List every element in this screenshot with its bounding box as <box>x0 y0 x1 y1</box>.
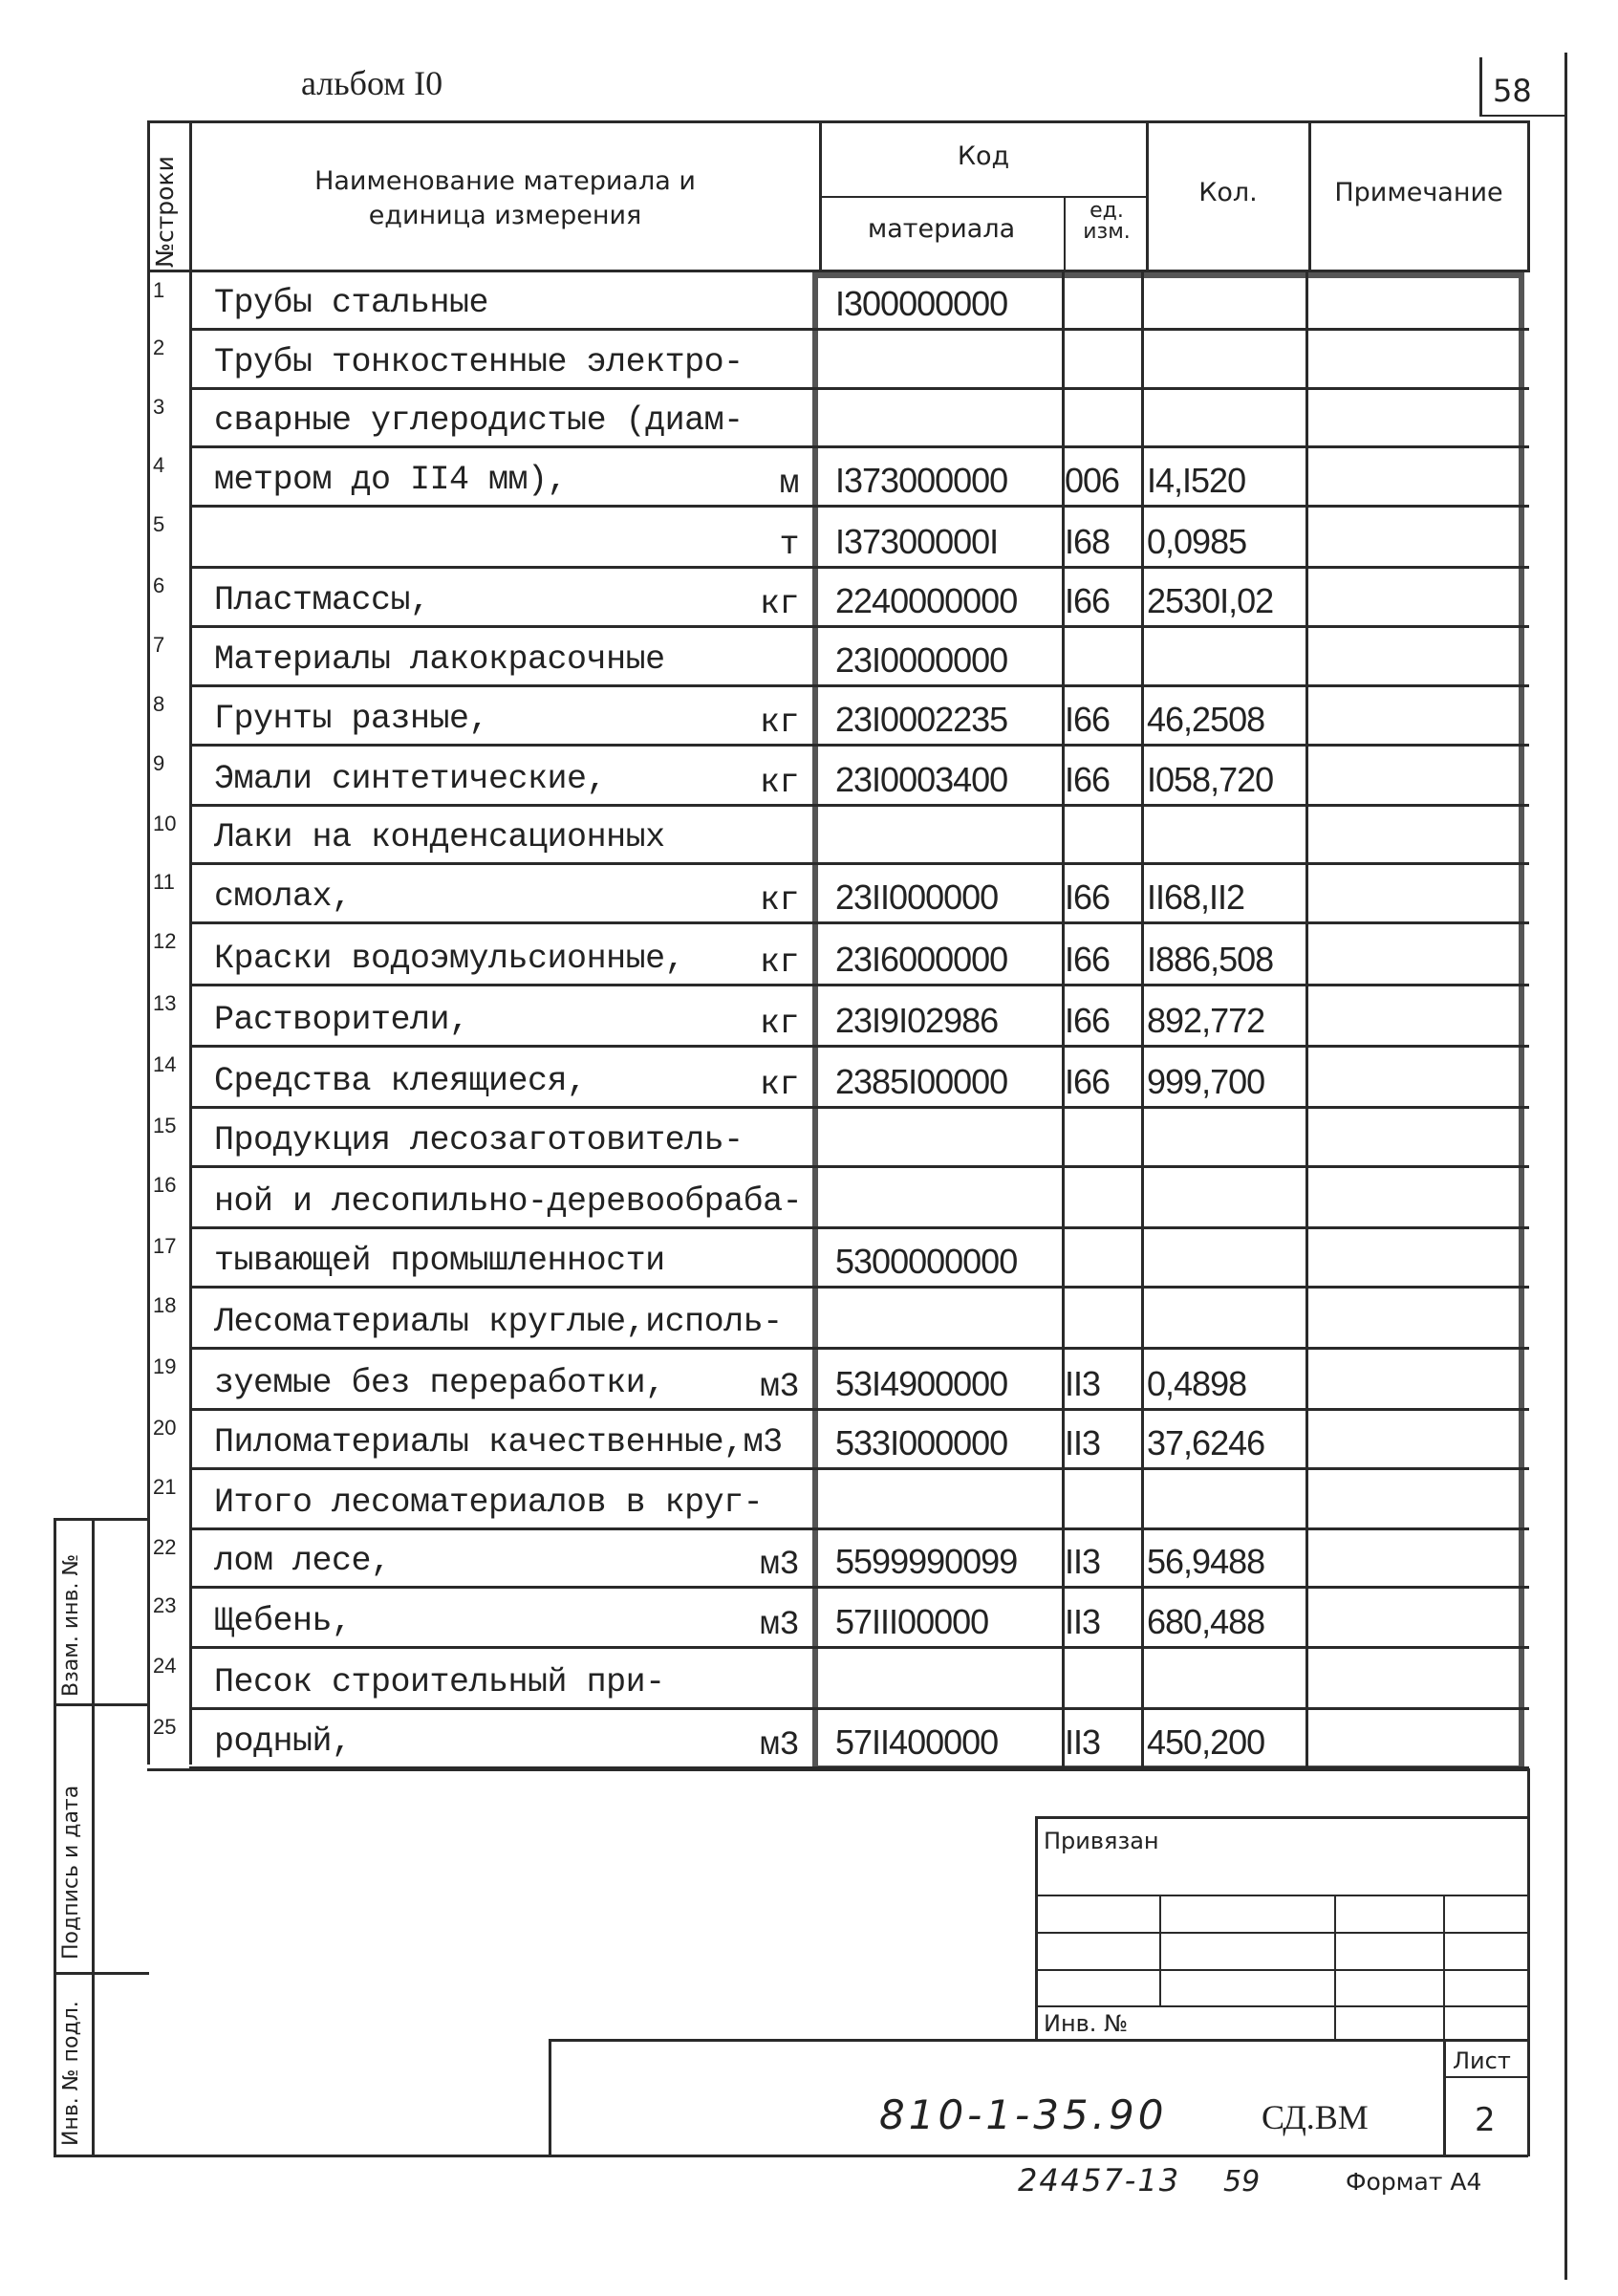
material-code: 2385I00000 <box>835 1062 1008 1101</box>
material-name: ной и лесопильно-деревообраба- <box>214 1182 803 1221</box>
material-code: 57II400000 <box>835 1722 999 1762</box>
footer-order: 24457-13 <box>1018 2162 1181 2199</box>
row-number: 22 <box>153 1535 177 1559</box>
unit-code: I66 <box>1065 700 1111 739</box>
table-row <box>147 864 1529 923</box>
row-number: 12 <box>153 929 177 953</box>
material-code: I300000000 <box>835 284 1008 323</box>
unit-code: II3 <box>1065 1542 1101 1581</box>
material-name: Песок строительный при- <box>214 1663 665 1701</box>
quantity: 999,700 <box>1147 1062 1265 1101</box>
material-name: Эмали синтетические, <box>214 760 607 798</box>
unit-code: I66 <box>1065 877 1111 917</box>
row-number: 1 <box>153 278 165 302</box>
quantity: 892,772 <box>1147 1001 1265 1040</box>
material-name: Трубы стальные <box>214 284 489 322</box>
material-name: Трубы тонкостенные электро- <box>214 343 744 381</box>
table-row <box>147 806 1529 864</box>
side-label-podpis: Подпись и дата <box>59 1785 83 1960</box>
material-code: 23II000000 <box>835 877 999 917</box>
quantity: I4,I520 <box>1147 461 1246 500</box>
stamp-list-value: 2 <box>1475 2101 1496 2139</box>
unit-label: кг <box>759 585 799 623</box>
material-code: I373000000 <box>835 461 1008 500</box>
stamp-privyazan: Привязан <box>1044 1828 1159 1854</box>
material-code: 23I0003400 <box>835 760 1008 799</box>
unit-code: II3 <box>1065 1423 1101 1462</box>
header-note: Примечание <box>1334 178 1503 207</box>
material-name: Лесоматериалы круглые,исполь- <box>214 1303 783 1341</box>
table-row <box>147 568 1529 627</box>
row-number: 15 <box>153 1114 177 1137</box>
row-number: 8 <box>153 692 165 716</box>
table-row <box>147 1047 1529 1108</box>
unit-code: I66 <box>1065 760 1111 799</box>
row-number: 2 <box>153 336 165 359</box>
table-row <box>147 746 1529 806</box>
unit-label: м3 <box>759 1546 799 1584</box>
unit-code: I68 <box>1065 522 1111 561</box>
material-code: 23I0000000 <box>835 640 1008 680</box>
table-row <box>147 1228 1529 1288</box>
header-row-no: №строки <box>151 156 179 268</box>
unit-label: м3 <box>759 1726 799 1765</box>
row-number: 6 <box>153 574 165 597</box>
row-number: 7 <box>153 633 165 657</box>
header-code: Код <box>957 141 1010 171</box>
header-code-unit: ед. изм. <box>1083 199 1131 244</box>
row-number: 18 <box>153 1293 177 1317</box>
quantity: I886,508 <box>1147 940 1274 979</box>
table-row <box>147 1108 1529 1167</box>
row-number: 4 <box>153 453 165 477</box>
table-row <box>147 507 1529 568</box>
material-code: 23I6000000 <box>835 940 1008 979</box>
quantity: 680,488 <box>1147 1602 1265 1641</box>
stamp-designation: 810-1-35.90 <box>879 2091 1168 2138</box>
album-label: альбом I0 <box>301 64 443 102</box>
material-name: смолах, <box>214 877 352 916</box>
table-row <box>147 1529 1529 1588</box>
table-row <box>147 1709 1529 1768</box>
row-number: 11 <box>153 870 175 894</box>
quantity: II68,II2 <box>1147 877 1245 917</box>
header-name: Наименование материала и единица измерения <box>314 166 696 230</box>
material-code: I37300000I <box>835 522 999 561</box>
row-number: 5 <box>153 512 165 536</box>
unit-code: II3 <box>1065 1364 1101 1403</box>
row-number: 23 <box>153 1593 177 1617</box>
material-name: Растворители, <box>214 1001 469 1039</box>
row-number: 14 <box>153 1052 177 1076</box>
row-number: 19 <box>153 1354 177 1378</box>
quantity: 37,6246 <box>1147 1423 1265 1462</box>
unit-label: кг <box>759 943 799 982</box>
table-row <box>147 1648 1529 1709</box>
unit-label: м3 <box>759 1368 799 1406</box>
table-row <box>147 686 1529 746</box>
quantity: 0,0985 <box>1147 522 1247 561</box>
quantity: 450,200 <box>1147 1722 1265 1762</box>
material-code: 23I9I02986 <box>835 1001 999 1040</box>
unit-label: кг <box>759 764 799 802</box>
table-row <box>147 986 1529 1047</box>
material-name: Итого лесоматериалов в круг- <box>214 1484 764 1522</box>
material-name: Материалы лакокрасочные <box>214 640 665 679</box>
quantity: 0,4898 <box>1147 1364 1247 1403</box>
stamp-doc-code: СД.ВМ <box>1262 2098 1369 2136</box>
material-name: Пиломатериалы качественные,м3 <box>214 1423 783 1462</box>
stamp-list-label: Лист <box>1453 2047 1511 2074</box>
material-name: Краски водоэмульсионные, <box>214 940 685 978</box>
material-name: Продукция лесозаготовитель- <box>214 1121 744 1159</box>
table-row <box>147 389 1529 447</box>
side-label-inv-podl: Инв. № подл. <box>59 2001 83 2146</box>
unit-code: I66 <box>1065 940 1111 979</box>
row-number: 20 <box>153 1416 177 1440</box>
header-qty: Кол. <box>1198 178 1258 207</box>
material-code: 53I4900000 <box>835 1364 1008 1403</box>
material-name: лом лесе, <box>214 1542 391 1580</box>
table-row <box>147 1588 1529 1648</box>
material-name: метром до II4 мм), <box>214 461 568 499</box>
table-row <box>147 1349 1529 1410</box>
footer-format: Формат А4 <box>1346 2168 1482 2196</box>
stamp-inv-no: Инв. № <box>1044 2010 1129 2037</box>
material-code: 5599990099 <box>835 1542 1018 1581</box>
quantity: 46,2508 <box>1147 700 1265 739</box>
footer-page: 59 <box>1223 2165 1261 2199</box>
unit-code: I66 <box>1065 1001 1111 1040</box>
material-code: 533I000000 <box>835 1423 1008 1462</box>
unit-label: кг <box>759 881 799 920</box>
unit-label: кг <box>759 704 799 742</box>
unit-code: II3 <box>1065 1602 1101 1641</box>
row-number: 17 <box>153 1234 177 1258</box>
side-label-vzam: Взам. инв. № <box>59 1553 83 1697</box>
material-code: 5300000000 <box>835 1242 1018 1281</box>
row-number: 24 <box>153 1654 177 1678</box>
material-name: Грунты разные, <box>214 700 489 738</box>
material-code: 57III00000 <box>835 1602 989 1641</box>
table-row <box>147 1288 1529 1349</box>
header-code-material: материала <box>867 214 1016 244</box>
row-number: 21 <box>153 1475 177 1499</box>
material-name: Пластмассы, <box>214 581 430 619</box>
unit-label: т <box>779 526 799 564</box>
unit-code: I66 <box>1065 581 1111 620</box>
row-number: 9 <box>153 751 165 775</box>
row-number: 10 <box>153 812 177 835</box>
unit-label: кг <box>759 1066 799 1104</box>
row-number: 16 <box>153 1173 177 1197</box>
material-name: Средства клеящиеся, <box>214 1062 587 1100</box>
unit-code: II3 <box>1065 1722 1101 1762</box>
material-name: Щебень, <box>214 1602 352 1640</box>
material-name: зуемые без переработки, <box>214 1364 665 1402</box>
unit-label: м3 <box>759 1606 799 1644</box>
table-row <box>147 330 1529 389</box>
table-row <box>147 1167 1529 1228</box>
page-number: 58 <box>1493 73 1532 109</box>
quantity: I058,720 <box>1147 760 1274 799</box>
row-number: 25 <box>153 1715 177 1739</box>
material-name: родный, <box>214 1722 352 1761</box>
quantity: 56,9488 <box>1147 1542 1265 1581</box>
material-code: 2240000000 <box>835 581 1018 620</box>
material-code: 23I0002235 <box>835 700 1008 739</box>
table-row <box>147 627 1529 686</box>
quantity: 2530I,02 <box>1147 581 1274 620</box>
table-row <box>147 1410 1529 1469</box>
material-name: Лаки на конденсационных <box>214 818 665 856</box>
unit-code: 006 <box>1065 461 1120 500</box>
material-name: тывающей промышленности <box>214 1242 665 1280</box>
unit-label: м <box>779 465 799 503</box>
table-row <box>147 272 1529 330</box>
material-name: сварные углеродистые (диам- <box>214 401 744 440</box>
unit-code: I66 <box>1065 1062 1111 1101</box>
row-number: 13 <box>153 991 177 1015</box>
row-number: 3 <box>153 395 165 419</box>
table-row <box>147 923 1529 986</box>
unit-label: кг <box>759 1005 799 1043</box>
table-row <box>147 1469 1529 1529</box>
table-row <box>147 447 1529 507</box>
